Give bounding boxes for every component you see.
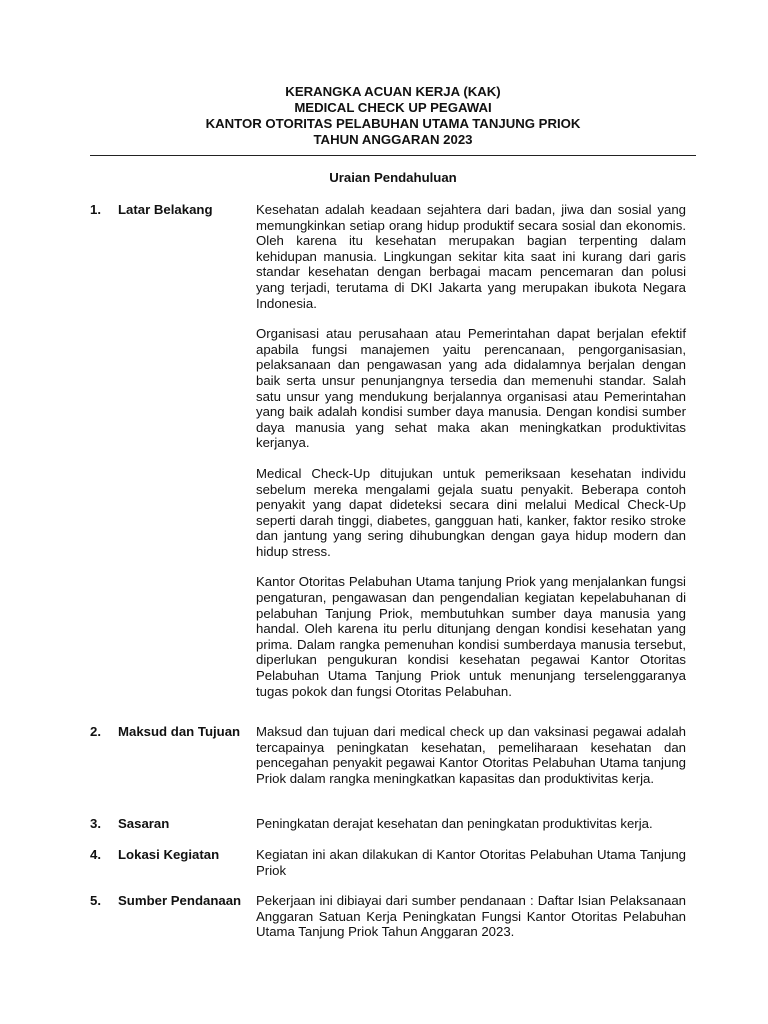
- header-title-line-1: KERANGKA ACUAN KERJA (KAK): [285, 84, 501, 99]
- section-label: Latar Belakang: [118, 202, 213, 217]
- header-title-line-2: MEDICAL CHECK UP PEGAWAI: [294, 100, 492, 115]
- section-label: Sumber Pendanaan: [118, 893, 242, 908]
- header-title-line-4: TAHUN ANGGARAN 2023: [313, 132, 473, 147]
- section-subtitle: Uraian Pendahuluan: [329, 170, 457, 185]
- section-number: 5.: [90, 893, 101, 908]
- paragraph: Maksud dan tujuan dari medical check up dan vaksinasi pegawai adalah tercapainya peningkatan kesehatan, pemeliharaan kesehatan dan pencegahan penyakit pegawai Kantor Otoritas Pelabuhan Utama tanjung Priok dalam rangka meningkatkan kapasitas dan produktivitas kerja.: [256, 724, 686, 786]
- section-body: [256, 724, 686, 786]
- paragraph: Pekerjaan ini dibiayai dari sumber pendanaan : Daftar Isian Pelaksanaan Anggaran Satuan Kerja Peningkatan Fungsi Kantor Otoritas Pelabuhan Utama Tanjung Priok Tahun Anggaran 2023.: [256, 893, 686, 940]
- section-body: [256, 202, 686, 699]
- paragraph: Medical Check-Up ditujukan untuk pemeriksaan kesehatan individu sebelum mereka mengalami gejala suatu penyakit. Beberapa contoh penyakit yang dapat dideteksi secara dini melalui Medical Check-Up seperti darah tinggi, diabetes, gangguan hati, kanker, faktor resiko stroke dan jantung yang sering dihubungkan dengan gaya hidup modern dan hidup stress.: [256, 465, 686, 559]
- section-number: 4.: [90, 847, 101, 862]
- section-number: 2.: [90, 724, 101, 739]
- section-body: [256, 847, 686, 878]
- header-divider: [90, 155, 696, 156]
- section-body: [256, 893, 686, 940]
- section-label: Lokasi Kegiatan: [118, 847, 220, 862]
- paragraph: Peningkatan derajat kesehatan dan peningkatan produktivitas kerja.: [256, 816, 653, 831]
- section-label: Maksud dan Tujuan: [118, 724, 241, 739]
- paragraph: Organisasi atau perusahaan atau Pemerintahan dapat berjalan efektif apabila fungsi manajemen yaitu perencanaan, pengorganisasian, pelaksanaan dan pengawasan yang ada didalamnya berjalan dengan baik serta unsur penunjangnya tersedia dan memenuhi standar. Salah satu unsur yang mendukung berjalannya organisasi atau Pemerintahan yang baik adalah kondisi sumber daya manusia. Dengan kondisi sumber daya manusia yang sehat maka akan meningkatkan produktivitas kerjanya.: [256, 326, 686, 451]
- paragraph: Kegiatan ini akan dilakukan di Kantor Otoritas Pelabuhan Utama Tanjung Priok: [256, 847, 686, 878]
- section-body: [256, 816, 686, 832]
- section-number: 1.: [90, 202, 101, 217]
- paragraph: Kesehatan adalah keadaan sejahtera dari badan, jiwa dan sosial yang memungkinkan setiap orang hidup produktif secara sosial dan ekonomis. Oleh karena itu kesehatan merupakan bagian terpenting dalam kehidupan manusia. Lingkungan sekitar kita saat ini kurang dari garis standar kesehatan dengan berbagai macam pencemaran dan polusi yang terjadi, terutama di DKI Jakarta yang merupakan ibukota Negara Indonesia.: [256, 202, 686, 311]
- paragraph: Kantor Otoritas Pelabuhan Utama tanjung Priok yang menjalankan fungsi pengaturan, pengawasan dan pengendalian kegiatan kepelabuhanan di pelabuhan Tanjung Priok, membutuhkan sumber daya manusia yang handal. Oleh karena itu perlu ditunjang dengan kondisi kesehatan yang prima. Dalam rangka pemenuhan kondisi sumberdaya manusia tersebut, diperlukan pengukuran kondisi kesehatan pegawai Kantor Otoritas Pelabuhan Utama Tanjung Priok untuk menunjang terselenggaranya tugas pokok dan fungsi Otoritas Pelabuhan.: [256, 574, 686, 699]
- section-number: 3.: [90, 816, 101, 831]
- section-label: Sasaran: [118, 816, 170, 831]
- header-title-line-3: KANTOR OTORITAS PELABUHAN UTAMA TANJUNG PRIOK: [205, 116, 581, 131]
- document-header: [90, 84, 696, 148]
